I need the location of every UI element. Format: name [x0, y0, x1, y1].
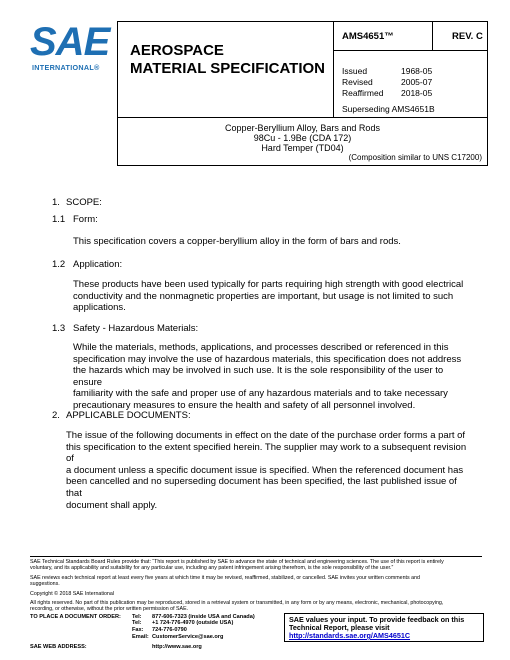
section-2-text: The issue of the following documents in effect on the date of the purchase order forms a part of this specification to the extent specified herein. The supplier may work to a subsequent revision of a document unless a specific document issue is specified. When the referenced document has been cancelled and no superseding document has been specified, the last published issue of that document shall apply. [66, 430, 467, 511]
footer-divider [30, 556, 482, 557]
section-1-title: SCOPE: [66, 197, 102, 208]
section-1-3-number: 1.3 [52, 323, 66, 334]
contact-label: Tel: [132, 614, 142, 620]
section-1-3-title: Safety - Hazardous Materials: [73, 323, 199, 334]
revision: REV. C [452, 31, 483, 42]
logo-subtitle: INTERNATIONAL® [32, 63, 100, 72]
footer-rules: SAE Technical Standards Board Rules provide that: “This report is published by SAE to advance the state of technical and engineering sciences. The use of this report is entirely voluntary, and its applicability and suitability for any particular use, including any patent infringement arising therefrom, is the sole responsibility of the user.” [30, 559, 444, 572]
superseding: Superseding AMS4651B [342, 104, 435, 114]
sae-logo [28, 22, 108, 77]
feedback-line2: Technical Report, please visit [289, 623, 390, 632]
header-box [117, 21, 488, 118]
title-line1: AEROSPACE [130, 42, 224, 59]
subtitle-line1: Copper-Beryllium Alloy, Bars and Rods [225, 123, 380, 133]
subtitle-box [117, 118, 488, 166]
footer-copyright: Copyright © 2018 SAE International [30, 591, 114, 597]
section-2-number: 2. [52, 410, 60, 421]
contact-phone-us: 877-606-7323 (inside USA and Canada) [152, 614, 255, 620]
order-label: TO PLACE A DOCUMENT ORDER: [30, 614, 121, 620]
issued-date: 1968-05 [401, 66, 433, 76]
contact-label: Email: [132, 634, 149, 640]
section-1-3-text: While the materials, methods, applications, and processes described or referenced in this specification may involve the use of hazardous materials, this specification does not address the hazards which may be involved in such use. It is the sole responsibility of the user to ensure familiarity with the safe and proper use of any hazardous materials and to take necessary precautionary measures to ensure the health and safety of all personnel involved. [73, 342, 462, 411]
section-1-2-text: These products have been used typically for parts requiring high strength with good electrical conductivity and the nonmagnetic properties are important, but usage is not limited to such applications. [73, 279, 464, 314]
web-label: SAE WEB ADDRESS: [30, 644, 87, 650]
section-1-1-number: 1.1 [52, 214, 66, 225]
section-2-title: APPLICABLE DOCUMENTS: [66, 410, 191, 421]
section-1-1-title: Form: [73, 214, 98, 225]
subtitle-line3: Hard Temper (TD04) [261, 143, 344, 153]
contact-email[interactable]: CustomerService@sae.org [152, 634, 224, 640]
footer-rights: All rights reserved. No part of this publication may be reproduced, stored in a retrieval system or transmitted, in any form or by any means, electronic, mechanical, photocopying, recording, or otherwise, without the prior written permission of SAE. [30, 600, 444, 613]
contact-phone-intl: +1 724-776-4970 (outside USA) [152, 620, 234, 626]
feedback-box [284, 613, 484, 642]
document-number: AMS4651™ [342, 31, 394, 42]
logo-text: SAE [30, 20, 110, 64]
footer-review: SAE reviews each technical report at least every five years at which time it may be revised, reaffirmed, stabilized, or cancelled. SAE invites your written comments and suggestions. [30, 575, 420, 588]
revised-date: 2005-07 [401, 77, 433, 87]
contact-label: Tel: [132, 620, 142, 626]
reaffirmed-date: 2018-05 [401, 88, 433, 98]
section-1-2-number: 1.2 [52, 259, 66, 270]
revised-label: Revised [342, 77, 373, 87]
contact-fax: 724-776-0790 [152, 627, 187, 633]
sae-web-link[interactable]: http://www.sae.org [152, 644, 202, 650]
contact-label: Fax: [132, 627, 144, 633]
feedback-link[interactable]: http://standards.sae.org/AMS4651C [289, 631, 411, 640]
reaffirmed-label: Reaffirmed [342, 88, 384, 98]
subtitle-line2: 98Cu - 1.9Be (CDA 172) [253, 133, 352, 143]
composition-note: (Composition similar to UNS C17200) [348, 153, 482, 162]
feedback-line1: SAE values your input. To provide feedback on this [289, 615, 465, 624]
section-1-number: 1. [52, 197, 60, 208]
section-1-2-title: Application: [73, 259, 123, 270]
title-line2: MATERIAL SPECIFICATION [130, 60, 325, 77]
issued-label: Issued [342, 66, 368, 76]
section-1-1-text: This specification covers a copper-beryllium alloy in the form of bars and rods. [73, 236, 401, 247]
